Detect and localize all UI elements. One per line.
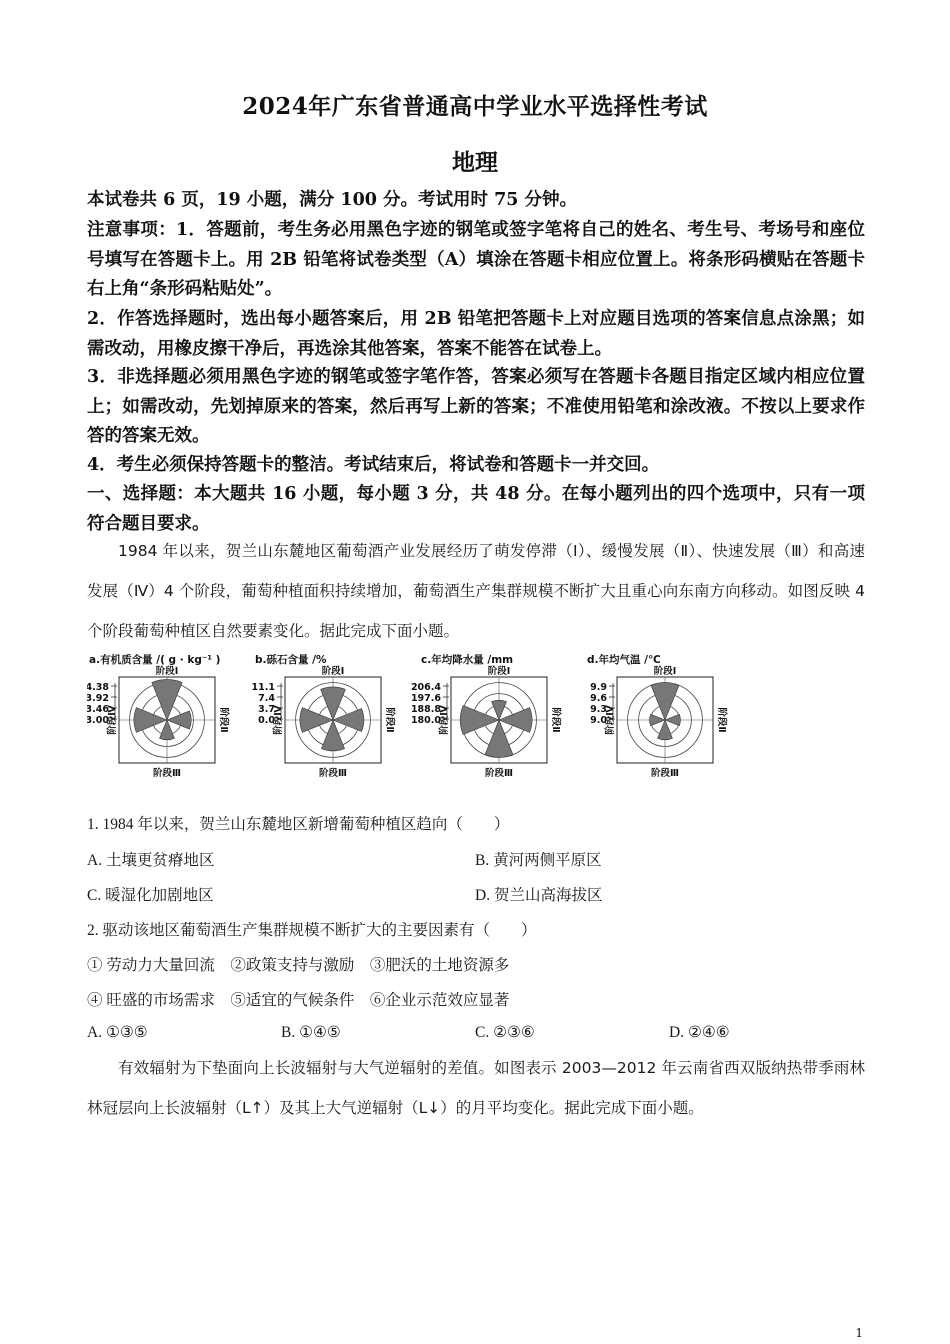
q1-option-c[interactable]: C. 暖湿化加剧地区 xyxy=(87,887,214,904)
stage-label-right: 阶段Ⅱ xyxy=(218,707,229,733)
tick-label: 11.1 xyxy=(251,682,275,693)
tick-label: 3.46 xyxy=(87,704,109,715)
tick-label: 206.4 xyxy=(410,682,441,693)
exam-info: 本试卷共 6 页，19 小题，满分 100 分。考试用时 75 分钟。 xyxy=(87,190,578,210)
tick-label: 3.7 xyxy=(258,704,275,715)
q2-option-a[interactable]: A. ①③⑤ xyxy=(87,1024,148,1041)
tick-label: 188.8 xyxy=(410,704,441,715)
q1-stem: 1. 1984 年以来，贺兰山东麓地区新增葡萄种植区趋向（ ） xyxy=(87,816,510,833)
rose-wedge xyxy=(650,714,665,726)
tick-label: 9.3 xyxy=(590,704,607,715)
passage-1: 1984 年以来，贺兰山东麓地区葡萄酒产业发展经历了萌发停滞（Ⅰ）、缓慢发展（Ⅱ）、快速发展（Ⅲ）和高速发展（Ⅳ）4 个阶段，葡萄种植面积持续增加，葡萄酒生产集群规模不断扩大且重心向东南方向移动。如图反映 4 个阶段葡萄种植区自然要素变化。据此完成下面小题。 xyxy=(87,542,865,640)
q1-option-b[interactable]: B. 黄河两侧平原区 xyxy=(475,852,602,869)
stage-label-top: 阶段Ⅰ xyxy=(155,666,179,677)
page-number: 1 xyxy=(855,1326,863,1340)
stage-label-right: 阶段Ⅱ xyxy=(384,707,395,733)
stage-label-top: 阶段Ⅰ xyxy=(321,666,345,677)
rose-wedge xyxy=(333,708,364,731)
stage-label-top: 阶段Ⅰ xyxy=(487,666,511,677)
tick-label: 7.4 xyxy=(258,693,275,704)
tick-label: 180.0 xyxy=(410,715,441,726)
q2-option-d[interactable]: D. ②④⑥ xyxy=(669,1024,730,1041)
panel-title: c.年均降水量 /mm xyxy=(421,654,514,666)
stage-label-left: 阶段Ⅳ xyxy=(107,705,118,735)
stage-label-bottom: 阶段Ⅲ xyxy=(153,768,181,779)
rose-wedge xyxy=(321,720,344,751)
stage-label-bottom: 阶段Ⅲ xyxy=(319,768,347,779)
note-1: 注意事项：1．答题前，考生务必用黑色字迹的钢笔或签字笔将自己的姓名、考生号、考场号和座位号填写在答题卡上。用 2B 铅笔将试卷类型（A）填涂在答题卡相应位置上。将条形码横贴在答题卡右上角“条形码粘贴处”。 xyxy=(87,220,865,299)
stage-label-top: 阶段Ⅰ xyxy=(653,666,677,677)
section-heading: 一、选择题：本大题共 16 小题，每小题 3 分，共 48 分。在每小题列出的四个选项中，只有一项符合题目要求。 xyxy=(87,484,865,534)
rose-wedge xyxy=(665,714,680,726)
rose-wedge xyxy=(152,680,182,720)
tick-label: 9.6 xyxy=(590,693,607,704)
q1-option-a[interactable]: A. 土壤更贫瘠地区 xyxy=(87,852,215,869)
tick-label: 197.6 xyxy=(410,693,441,704)
q2-option-b[interactable]: B. ①④⑤ xyxy=(281,1024,341,1041)
q2-factors-line1: ① 劳动力大量回流 ②政策支持与激励 ③肥沃的土地资源多 xyxy=(87,957,510,974)
tick-label: 4.38 xyxy=(87,682,109,693)
panel-title: a.有机质含量 /( g · kg⁻¹ ) xyxy=(89,654,221,666)
rose-wedge xyxy=(300,708,333,733)
rose-wedge xyxy=(160,720,175,740)
exam-title: 2024年广东省普通高中学业水平选择性考试 xyxy=(242,93,708,120)
stage-label-bottom: 阶段Ⅲ xyxy=(485,768,513,779)
rose-wedge xyxy=(492,700,507,720)
rose-wedge xyxy=(134,708,167,733)
rose-wedge xyxy=(485,720,513,757)
stage-label-left: 阶段Ⅳ xyxy=(439,705,450,735)
stage-label-right: 阶段Ⅱ xyxy=(550,707,561,733)
panel-title: b.砾石含量 /% xyxy=(255,654,327,666)
tick-label: 9.9 xyxy=(590,682,607,693)
tick-label: 3.00 xyxy=(87,715,109,726)
tick-label: 3.92 xyxy=(87,693,109,704)
rose-wedge xyxy=(651,683,679,720)
q2-factors-line2: ④ 旺盛的市场需求 ⑤适宜的气候条件 ⑥企业示范效应显著 xyxy=(87,992,510,1009)
note-3: 3．非选择题必须用黑色字迹的钢笔或签字笔作答，答案必须写在答题卡各题目指定区域内相应位置上；如需改动，先划掉原来的答案，然后再写上新的答案；不准使用铅笔和涂改液。不按以上要求作答的答案无效。 xyxy=(87,367,865,446)
tick-label: 0.0 xyxy=(258,715,275,726)
rose-chart-figure xyxy=(87,645,767,785)
panel-title: d.年均气温 /℃ xyxy=(587,654,661,666)
rose-wedge xyxy=(460,705,499,734)
stage-label-left: 阶段Ⅳ xyxy=(273,705,284,735)
note-4: 4．考生必须保持答题卡的整洁。考试结束后，将试卷和答题卡一并交回。 xyxy=(87,455,660,475)
stage-label-left: 阶段Ⅳ xyxy=(605,705,616,735)
rose-wedge xyxy=(167,711,191,729)
rose-wedge xyxy=(499,708,532,733)
q1-option-d[interactable]: D. 贺兰山高海拔区 xyxy=(475,887,603,904)
subject-title: 地理 xyxy=(452,149,498,176)
q2-option-c[interactable]: C. ②③⑥ xyxy=(475,1024,535,1041)
tick-label: 9.0 xyxy=(590,715,607,726)
stage-label-right: 阶段Ⅱ xyxy=(716,707,727,733)
rose-wedge xyxy=(658,720,673,740)
rose-wedge xyxy=(321,687,346,720)
stage-label-bottom: 阶段Ⅲ xyxy=(651,768,679,779)
q2-stem: 2. 驱动该地区葡萄酒生产集群规模不断扩大的主要因素有（ ） xyxy=(87,922,537,939)
passage-2: 有效辐射为下垫面向上长波辐射与大气逆辐射的差值。如图表示 2003—2012 年云南省西双版纳热带季雨林林冠层向上长波辐射（L↑）及其上大气逆辐射（L↓）的月平均变化。据此完成下面小题。 xyxy=(87,1059,865,1117)
rose-charts-svg xyxy=(87,645,767,785)
note-2: 2．作答选择题时，选出每小题答案后，用 2B 铅笔把答题卡上对应题目选项的答案信息点涂黑；如需改动，用橡皮擦干净后，再选涂其他答案，答案不能答在试卷上。 xyxy=(87,309,865,359)
